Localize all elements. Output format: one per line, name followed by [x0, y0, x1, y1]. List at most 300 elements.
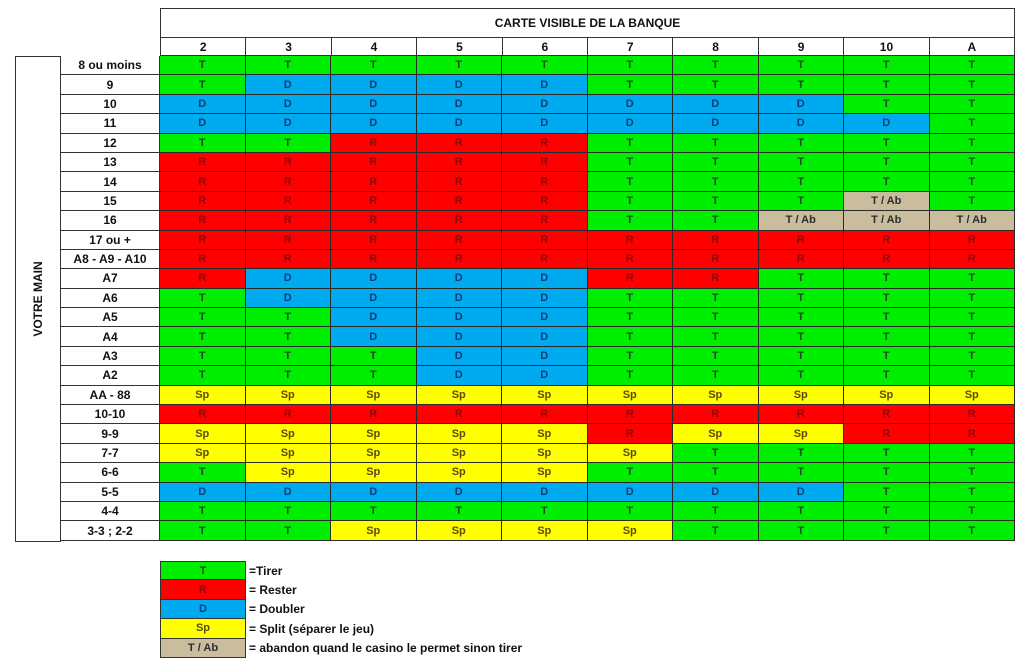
strategy-cell: T [588, 502, 674, 521]
dealer-card-column-header: 9 [759, 38, 844, 55]
dealer-card-column-header: 2 [161, 38, 246, 55]
strategy-cell: R [246, 231, 332, 250]
strategy-cell: R [331, 134, 417, 153]
strategy-cell: T [759, 192, 845, 211]
strategy-cell: T [588, 172, 674, 191]
player-hand-row-label: 15 [60, 192, 160, 211]
strategy-cell: Sp [160, 444, 246, 463]
strategy-cell: R [844, 405, 930, 424]
table-row [60, 289, 1015, 308]
strategy-cell: R [844, 231, 930, 250]
strategy-cell: T [930, 502, 1016, 521]
strategy-cell: Sp [160, 424, 246, 443]
strategy-cell: T [673, 172, 759, 191]
strategy-cell: T [673, 502, 759, 521]
strategy-cell: D [417, 269, 503, 288]
strategy-cell: R [417, 250, 503, 269]
player-hand-row-label: A2 [60, 366, 160, 385]
strategy-cell: R [331, 231, 417, 250]
strategy-cell: T [588, 347, 674, 366]
strategy-cell: T [588, 463, 674, 482]
strategy-cell: R [930, 231, 1016, 250]
legend-swatch: T / Ab [160, 639, 246, 658]
table-row [60, 95, 1015, 114]
strategy-cell: R [930, 405, 1016, 424]
player-hand-row-label: AA - 88 [60, 386, 160, 405]
strategy-cell: T [160, 463, 246, 482]
strategy-cell: Sp [502, 424, 588, 443]
strategy-cell: D [502, 95, 588, 114]
strategy-cell: T [588, 134, 674, 153]
strategy-cell: T [759, 444, 845, 463]
table-row [60, 483, 1015, 502]
strategy-cell: T [930, 521, 1016, 540]
strategy-cell: Sp [588, 521, 674, 540]
strategy-cell: Sp [417, 521, 503, 540]
strategy-cell: T [930, 327, 1016, 346]
strategy-cell: T [673, 521, 759, 540]
table-row [60, 386, 1015, 405]
strategy-cell: T [673, 327, 759, 346]
strategy-cell: R [588, 231, 674, 250]
strategy-cell: Sp [502, 521, 588, 540]
strategy-cell: R [759, 231, 845, 250]
strategy-cell: Sp [502, 386, 588, 405]
strategy-cell: Sp [588, 444, 674, 463]
strategy-cell: T [759, 269, 845, 288]
strategy-cell: Sp [160, 386, 246, 405]
strategy-cell: T [246, 56, 332, 75]
strategy-cell: T [160, 289, 246, 308]
table-row [60, 172, 1015, 191]
strategy-cell: Sp [331, 444, 417, 463]
strategy-cell: T [160, 134, 246, 153]
strategy-cell: R [160, 211, 246, 230]
player-hand-row-label: 12 [60, 134, 160, 153]
player-hand-row-label: A6 [60, 289, 160, 308]
player-hand-row-label: A8 - A9 - A10 [60, 250, 160, 269]
strategy-cell: Sp [331, 521, 417, 540]
strategy-cell: T [759, 172, 845, 191]
strategy-cell: D [246, 269, 332, 288]
strategy-cell: R [160, 405, 246, 424]
strategy-cell: Sp [417, 424, 503, 443]
table-row [60, 269, 1015, 288]
player-hand-row-label: 17 ou + [60, 231, 160, 250]
strategy-cell: T [930, 269, 1016, 288]
strategy-cell: T [844, 483, 930, 502]
strategy-cell: T [673, 211, 759, 230]
strategy-cell: T [759, 463, 845, 482]
strategy-cell: T [246, 521, 332, 540]
strategy-cell: R [417, 192, 503, 211]
table-row [60, 405, 1015, 424]
strategy-cell: D [331, 483, 417, 502]
strategy-cell: Sp [246, 463, 332, 482]
strategy-cell: R [160, 192, 246, 211]
strategy-cell: T [930, 95, 1016, 114]
strategy-cell: R [673, 269, 759, 288]
strategy-cell: T [930, 308, 1016, 327]
strategy-cell: T [930, 483, 1016, 502]
strategy-cell: T [844, 366, 930, 385]
strategy-cell: Sp [417, 463, 503, 482]
player-hand-row-label: 3-3 ; 2-2 [60, 521, 160, 540]
strategy-cell: T [930, 114, 1016, 133]
strategy-cell: T [844, 463, 930, 482]
strategy-cell: R [417, 153, 503, 172]
strategy-cell: T [160, 347, 246, 366]
strategy-cell: T [673, 347, 759, 366]
legend-item [160, 619, 522, 638]
strategy-cell: T [844, 172, 930, 191]
player-hand-row-label: A5 [60, 308, 160, 327]
strategy-cell: R [246, 153, 332, 172]
strategy-cell: D [160, 95, 246, 114]
legend-swatch: T [160, 561, 246, 580]
strategy-cell: T [759, 134, 845, 153]
strategy-cell: Sp [331, 463, 417, 482]
strategy-cell: T [930, 366, 1016, 385]
strategy-cell: D [417, 308, 503, 327]
table-row [60, 75, 1015, 94]
strategy-cell: D [502, 347, 588, 366]
player-hand-row-label: 9-9 [60, 424, 160, 443]
strategy-cell: R [588, 250, 674, 269]
strategy-cell: T [246, 327, 332, 346]
strategy-cell: D [759, 483, 845, 502]
strategy-cell: T [844, 289, 930, 308]
legend [160, 561, 522, 658]
table-row [60, 250, 1015, 269]
strategy-cell: T [246, 308, 332, 327]
dealer-card-column-header: 8 [673, 38, 758, 55]
strategy-cell: D [417, 289, 503, 308]
strategy-cell: T [759, 308, 845, 327]
strategy-cell: T [844, 56, 930, 75]
strategy-cell: R [673, 231, 759, 250]
strategy-cell: T [844, 444, 930, 463]
table-row [60, 424, 1015, 443]
legend-description: = Doubler [249, 602, 305, 617]
strategy-cell: D [502, 308, 588, 327]
strategy-cell: T [930, 444, 1016, 463]
strategy-cell: T [331, 366, 417, 385]
table-row [60, 153, 1015, 172]
strategy-cell: Sp [502, 444, 588, 463]
strategy-cell: R [246, 192, 332, 211]
legend-description: = abandon quand le casino le permet sinon tirer [249, 641, 523, 656]
player-hand-row-label: 4-4 [60, 502, 160, 521]
strategy-cell: Sp [246, 386, 332, 405]
strategy-cell: T [331, 347, 417, 366]
table-row [60, 308, 1015, 327]
player-hand-row-label: 13 [60, 153, 160, 172]
strategy-cell: T [502, 56, 588, 75]
strategy-cell: R [331, 405, 417, 424]
strategy-cell: R [588, 424, 674, 443]
strategy-cell: D [759, 95, 845, 114]
table-row [60, 192, 1015, 211]
strategy-cell: T [673, 308, 759, 327]
strategy-cell: D [417, 95, 503, 114]
dealer-card-column-header: 5 [417, 38, 502, 55]
legend-description: =Tirer [249, 563, 283, 578]
strategy-cell: R [417, 405, 503, 424]
strategy-cell: R [502, 134, 588, 153]
strategy-cell: T [844, 347, 930, 366]
strategy-cell: D [844, 114, 930, 133]
player-hand-row-label: 9 [60, 75, 160, 94]
strategy-cell: T [246, 134, 332, 153]
dealer-card-column-header: 4 [332, 38, 417, 55]
table-row [60, 521, 1015, 540]
strategy-cell: T [844, 134, 930, 153]
strategy-cell: T [930, 75, 1016, 94]
strategy-cell: D [246, 95, 332, 114]
strategy-cell: T [588, 327, 674, 346]
strategy-cell: R [844, 250, 930, 269]
strategy-cell: T [331, 56, 417, 75]
strategy-cell: T [759, 347, 845, 366]
player-hand-row-label: 5-5 [60, 483, 160, 502]
strategy-cell: R [502, 192, 588, 211]
strategy-cell: T [160, 75, 246, 94]
dealer-card-column-header: 7 [588, 38, 673, 55]
strategy-cell: T [844, 502, 930, 521]
strategy-cell: T [588, 56, 674, 75]
strategy-cell: T [930, 289, 1016, 308]
strategy-cell: T [759, 366, 845, 385]
strategy-cell: Sp [331, 386, 417, 405]
strategy-cell: D [331, 289, 417, 308]
strategy-cell: T [759, 56, 845, 75]
table-row [60, 366, 1015, 385]
strategy-cell: T [588, 75, 674, 94]
strategy-cell: Sp [417, 386, 503, 405]
player-hand-row-label: A3 [60, 347, 160, 366]
strategy-cell: R [246, 211, 332, 230]
player-hand-row-label: 10 [60, 95, 160, 114]
strategy-cell: R [588, 405, 674, 424]
legend-swatch: R [160, 580, 246, 599]
strategy-cell: T [588, 192, 674, 211]
strategy-cell: R [331, 153, 417, 172]
dealer-card-column-header: 3 [246, 38, 331, 55]
strategy-cell: D [502, 289, 588, 308]
legend-item [160, 561, 522, 580]
strategy-cell: T [588, 366, 674, 385]
strategy-cell: R [844, 424, 930, 443]
strategy-cell: R [673, 250, 759, 269]
strategy-cell: D [502, 114, 588, 133]
strategy-cell: T [844, 269, 930, 288]
strategy-cell: T / Ab [759, 211, 845, 230]
strategy-cell: D [331, 95, 417, 114]
strategy-cell: D [331, 327, 417, 346]
strategy-cell: R [246, 405, 332, 424]
strategy-cell: R [331, 211, 417, 230]
strategy-cell: D [417, 483, 503, 502]
strategy-cell: R [502, 172, 588, 191]
strategy-cell: R [673, 405, 759, 424]
strategy-cell: R [588, 269, 674, 288]
legend-swatch: D [160, 600, 246, 619]
dealer-card-column-header: A [967, 39, 977, 54]
strategy-cell: T [759, 75, 845, 94]
strategy-cell: D [588, 114, 674, 133]
strategy-cell: T [844, 308, 930, 327]
strategy-cell: T [673, 75, 759, 94]
legend-description: = Rester [249, 583, 297, 598]
strategy-cell: R [417, 211, 503, 230]
strategy-cell: R [417, 231, 503, 250]
strategy-cell: D [673, 114, 759, 133]
strategy-cell: T [930, 172, 1016, 191]
player-hand-side-label-box [15, 56, 61, 542]
strategy-cell: T [673, 134, 759, 153]
strategy-cell: Sp [930, 386, 1016, 405]
strategy-cell: T / Ab [844, 211, 930, 230]
strategy-cell: D [246, 75, 332, 94]
dealer-card-title: CARTE VISIBLE DE LA BANQUE [160, 8, 1015, 37]
strategy-cell: D [417, 347, 503, 366]
strategy-cell: Sp [759, 424, 845, 443]
strategy-cell: R [502, 405, 588, 424]
strategy-cell: R [331, 192, 417, 211]
strategy-grid [60, 56, 1015, 541]
strategy-cell: T [673, 153, 759, 172]
strategy-cell: T [673, 289, 759, 308]
strategy-cell: R [502, 231, 588, 250]
strategy-cell: D [331, 114, 417, 133]
strategy-cell: R [160, 231, 246, 250]
strategy-cell: T [759, 327, 845, 346]
strategy-cell: T [930, 463, 1016, 482]
table-row [60, 463, 1015, 482]
strategy-cell: T [930, 56, 1016, 75]
strategy-cell: T [588, 289, 674, 308]
dealer-card-header-row [160, 37, 1015, 56]
strategy-cell: Sp [844, 386, 930, 405]
strategy-cell: T / Ab [930, 211, 1016, 230]
strategy-cell: D [331, 308, 417, 327]
legend-item [160, 639, 522, 658]
strategy-cell: Sp [759, 386, 845, 405]
strategy-cell: T [160, 56, 246, 75]
strategy-cell: T [160, 521, 246, 540]
strategy-cell: D [331, 269, 417, 288]
strategy-cell: Sp [246, 444, 332, 463]
strategy-cell: D [673, 483, 759, 502]
strategy-cell: R [160, 250, 246, 269]
strategy-cell: R [502, 153, 588, 172]
table-row [60, 211, 1015, 230]
strategy-cell: R [502, 211, 588, 230]
strategy-cell: T [160, 366, 246, 385]
strategy-cell: T [246, 502, 332, 521]
strategy-cell: D [759, 114, 845, 133]
player-hand-row-label: 11 [60, 114, 160, 133]
strategy-cell: D [246, 114, 332, 133]
table-row [60, 56, 1015, 75]
strategy-cell: D [502, 483, 588, 502]
strategy-cell: T [844, 95, 930, 114]
strategy-cell: Sp [417, 444, 503, 463]
strategy-cell: R [759, 405, 845, 424]
strategy-cell: D [160, 114, 246, 133]
strategy-cell: R [246, 172, 332, 191]
strategy-cell: D [588, 483, 674, 502]
strategy-cell: Sp [246, 424, 332, 443]
strategy-cell: D [331, 75, 417, 94]
player-hand-row-label: 6-6 [60, 463, 160, 482]
legend-item [160, 600, 522, 619]
strategy-cell: R [331, 172, 417, 191]
strategy-cell: T [502, 502, 588, 521]
table-row [60, 114, 1015, 133]
strategy-cell: T [588, 211, 674, 230]
player-hand-label: VOTRE MAIN [31, 261, 45, 337]
strategy-cell: R [502, 250, 588, 269]
strategy-cell: D [246, 483, 332, 502]
strategy-cell: T [673, 463, 759, 482]
player-hand-row-label: A4 [60, 327, 160, 346]
strategy-cell: R [417, 172, 503, 191]
strategy-cell: T [673, 444, 759, 463]
strategy-cell: T [673, 192, 759, 211]
strategy-cell: T [331, 502, 417, 521]
strategy-cell: D [502, 327, 588, 346]
strategy-cell: R [759, 250, 845, 269]
strategy-cell: D [417, 75, 503, 94]
strategy-cell: T [417, 56, 503, 75]
strategy-cell: D [417, 327, 503, 346]
strategy-cell: T [844, 327, 930, 346]
table-row [60, 444, 1015, 463]
strategy-cell: T [246, 347, 332, 366]
strategy-cell: T [759, 153, 845, 172]
strategy-cell: D [417, 366, 503, 385]
strategy-cell: T [930, 134, 1016, 153]
strategy-cell: D [502, 75, 588, 94]
table-row [60, 134, 1015, 153]
player-hand-row-label: 10-10 [60, 405, 160, 424]
strategy-cell: T [759, 502, 845, 521]
strategy-cell: T [673, 56, 759, 75]
legend-item [160, 580, 522, 599]
strategy-cell: T / Ab [844, 192, 930, 211]
dealer-card-column-header: 10 [844, 38, 929, 55]
strategy-cell: R [930, 424, 1016, 443]
strategy-cell: T [160, 327, 246, 346]
strategy-cell: T [160, 308, 246, 327]
legend-swatch: Sp [160, 619, 246, 638]
strategy-cell: D [502, 269, 588, 288]
player-hand-row-label: A7 [60, 269, 160, 288]
player-hand-row-label: 8 ou moins [60, 56, 160, 75]
strategy-cell: R [160, 269, 246, 288]
dealer-card-column-header: 6 [503, 38, 588, 55]
strategy-cell: Sp [673, 386, 759, 405]
strategy-cell: T [588, 153, 674, 172]
player-hand-row-label: 16 [60, 211, 160, 230]
strategy-cell: T [246, 366, 332, 385]
strategy-cell: R [160, 172, 246, 191]
table-row [60, 347, 1015, 366]
strategy-cell: D [502, 366, 588, 385]
legend-description: = Split (séparer le jeu) [249, 621, 375, 636]
